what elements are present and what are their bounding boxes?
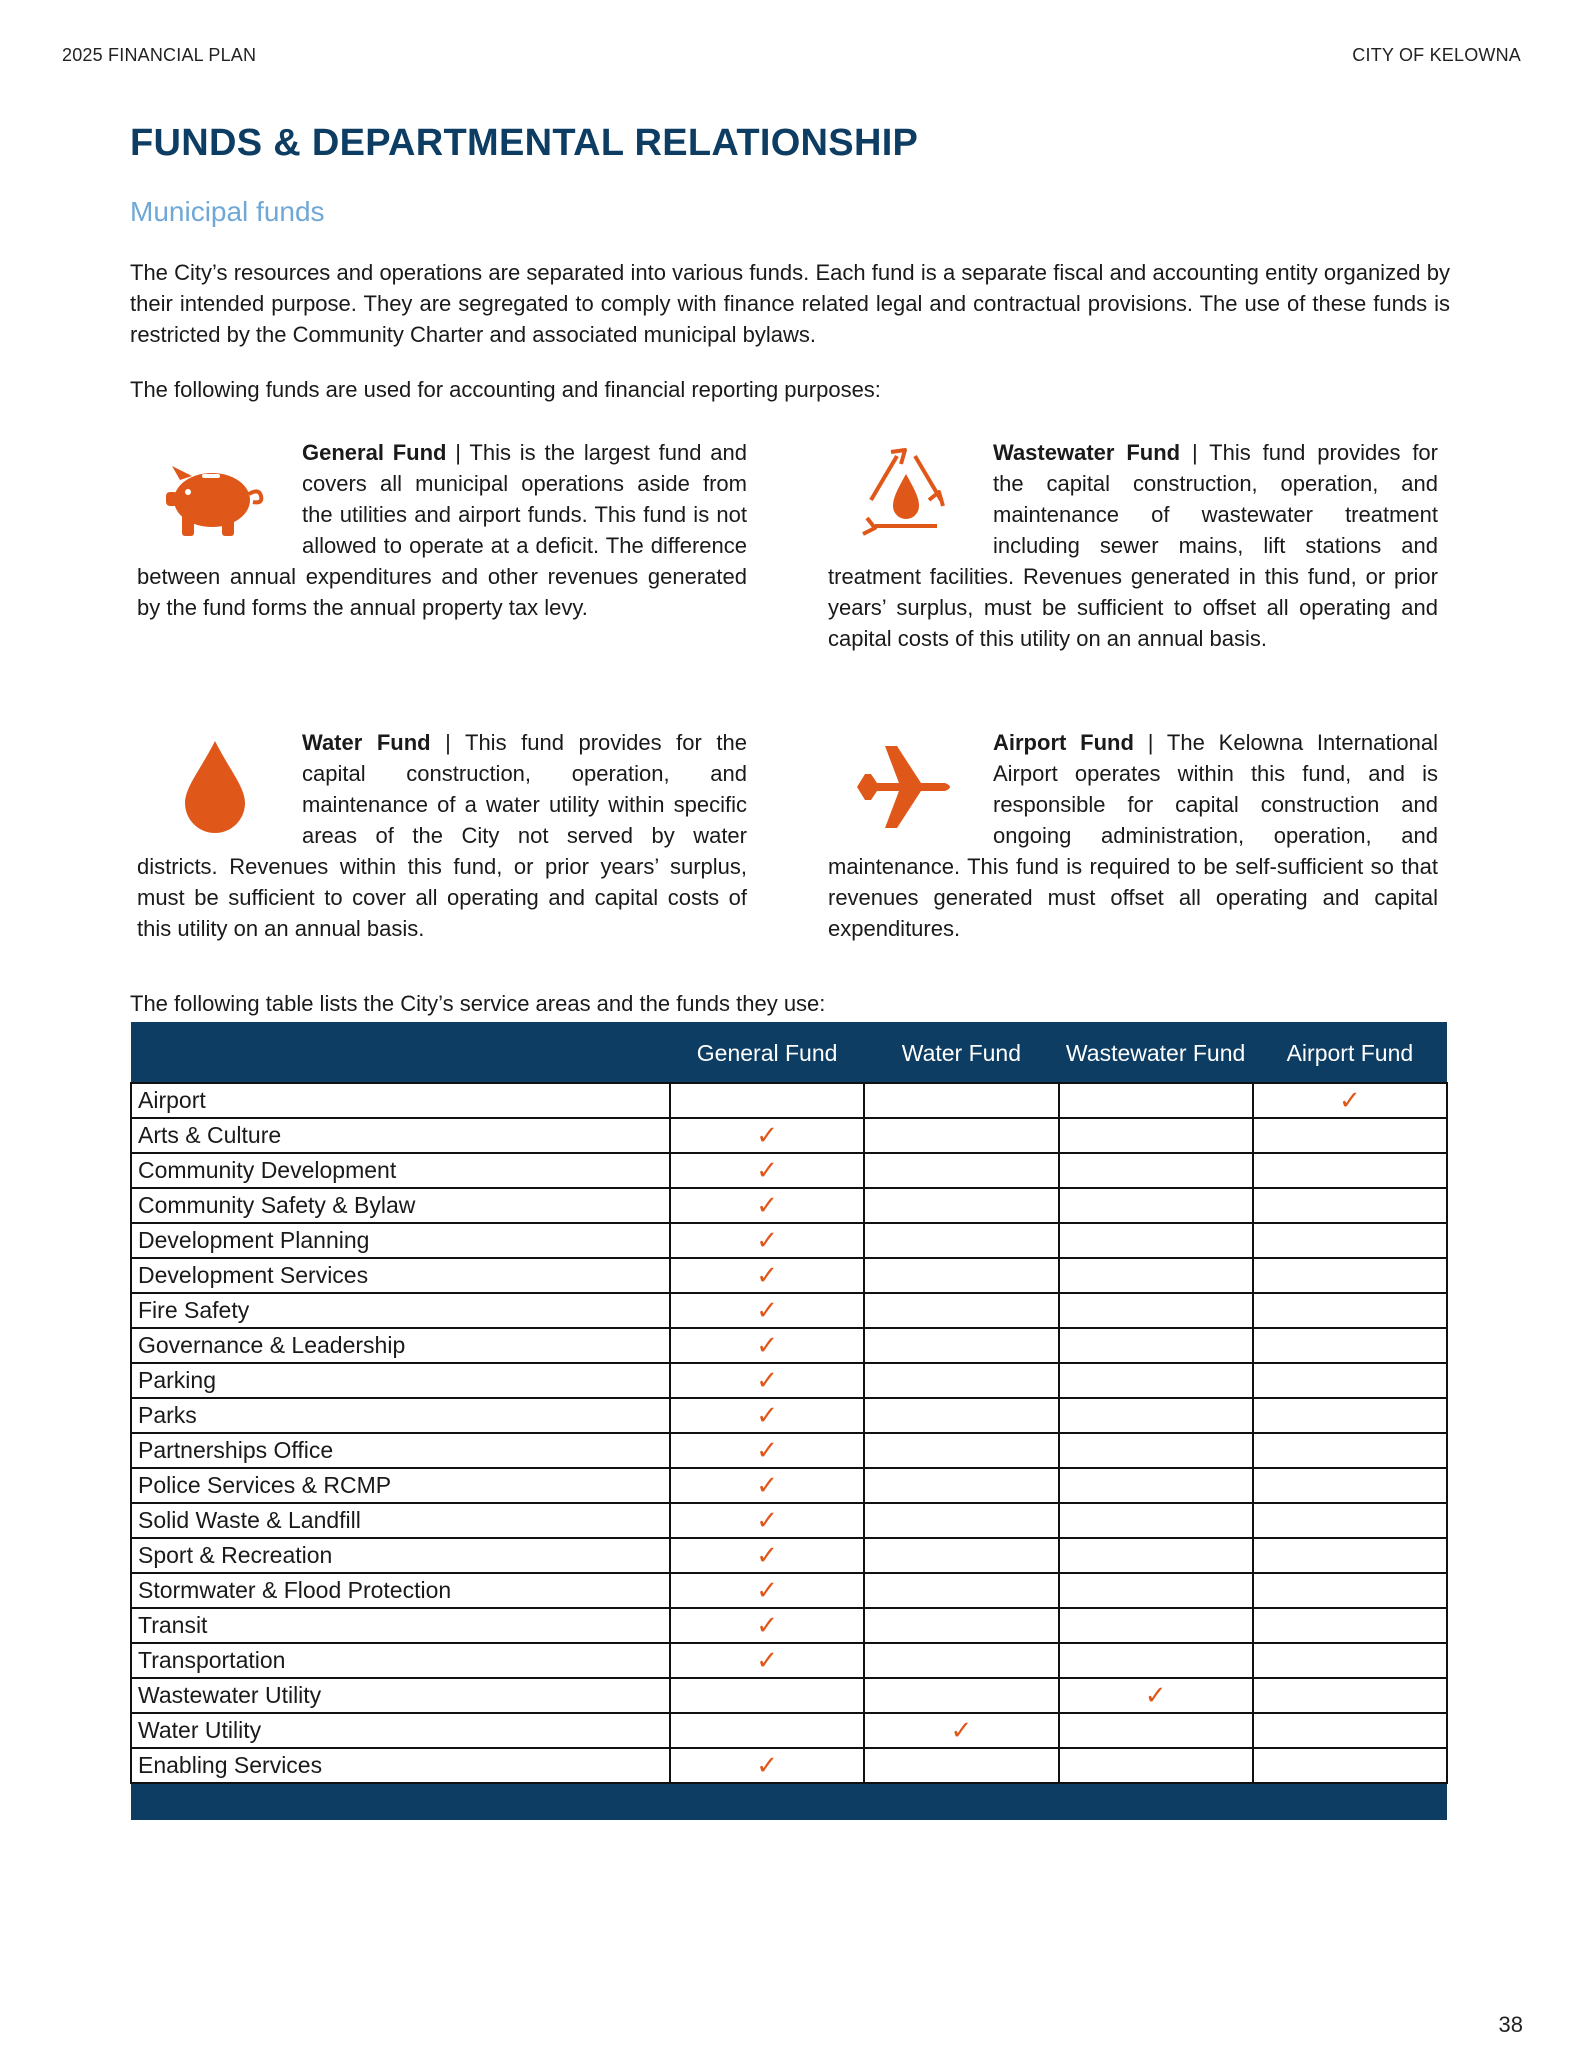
empty-fund-cell (864, 1433, 1058, 1468)
service-area-cell: Fire Safety (131, 1293, 670, 1328)
table-row (131, 1153, 1447, 1188)
service-area-cell: Water Utility (131, 1713, 670, 1748)
empty-fund-cell (864, 1468, 1058, 1503)
check-mark-icon: ✓ (670, 1153, 864, 1188)
empty-fund-cell (1253, 1643, 1447, 1678)
empty-fund-cell (864, 1188, 1058, 1223)
empty-fund-cell (670, 1713, 864, 1748)
empty-fund-cell (1059, 1503, 1253, 1538)
empty-fund-cell (1253, 1363, 1447, 1398)
check-mark-icon: ✓ (670, 1223, 864, 1258)
empty-fund-cell (1059, 1538, 1253, 1573)
check-mark-icon: ✓ (1253, 1083, 1447, 1118)
section-subtitle: Municipal funds (130, 196, 325, 227)
service-area-cell: Community Safety & Bylaw (131, 1188, 670, 1223)
empty-fund-cell (864, 1328, 1058, 1363)
check-mark-icon: ✓ (670, 1188, 864, 1223)
service-area-cell: Partnerships Office (131, 1433, 670, 1468)
table-header-cell: General Fund (670, 1022, 864, 1083)
empty-fund-cell (864, 1573, 1058, 1608)
intro-paragraph: The City’s resources and operations are separated into various funds. Each fund is a separate fiscal and accounting entity organized by their intended purpose. They are segregated to comply with finance related legal and contractual provisions. The use of these funds is restricted by the Community Charter and associated municipal bylaws. (130, 260, 1450, 347)
table-row (131, 1468, 1447, 1503)
empty-fund-cell (1059, 1433, 1253, 1468)
table-row (131, 1328, 1447, 1363)
table-intro-paragraph: The following table lists the City’s service areas and the funds they use: (130, 991, 826, 1016)
empty-fund-cell (864, 1678, 1058, 1713)
check-mark-icon: ✓ (670, 1468, 864, 1503)
empty-fund-cell (1059, 1363, 1253, 1398)
general-fund-name: General Fund (302, 440, 447, 465)
empty-fund-cell (1253, 1398, 1447, 1433)
check-mark-icon: ✓ (670, 1538, 864, 1573)
water-fund-block (137, 727, 747, 944)
table-row (131, 1748, 1447, 1783)
water-fund-name: Water Fund (302, 730, 431, 755)
table-row (131, 1608, 1447, 1643)
empty-fund-cell (1059, 1188, 1253, 1223)
empty-fund-cell (1059, 1223, 1253, 1258)
check-mark-icon: ✓ (670, 1643, 864, 1678)
table-row (131, 1398, 1447, 1433)
check-mark-icon: ✓ (670, 1363, 864, 1398)
service-area-cell: Development Services (131, 1258, 670, 1293)
table-header-cell: Water Fund (864, 1022, 1058, 1083)
table-row (131, 1678, 1447, 1713)
empty-fund-cell (1253, 1433, 1447, 1468)
empty-fund-cell (1059, 1118, 1253, 1153)
table-row (131, 1643, 1447, 1678)
empty-fund-cell (864, 1293, 1058, 1328)
check-mark-icon: ✓ (670, 1293, 864, 1328)
empty-fund-cell (1253, 1748, 1447, 1783)
table-row (131, 1573, 1447, 1608)
service-area-cell: Solid Waste & Landfill (131, 1503, 670, 1538)
table-row (131, 1083, 1447, 1118)
check-mark-icon: ✓ (670, 1258, 864, 1293)
table-row (131, 1538, 1447, 1573)
service-area-cell: Enabling Services (131, 1748, 670, 1783)
page-title: FUNDS & DEPARTMENTAL RELATIONSHIP (130, 122, 919, 164)
empty-fund-cell (1253, 1678, 1447, 1713)
water-fund-text: | This fund provides for the capital construction, operation, and maintenance of a water utility within specific areas of the City not served by water districts. Revenues within this fund, or prior years’ surplus, must be sufficient to cover all operating and capital costs of this utility on an annual basis. (137, 730, 747, 941)
empty-fund-cell (1059, 1293, 1253, 1328)
table-row (131, 1223, 1447, 1258)
empty-fund-cell (1059, 1398, 1253, 1433)
service-area-cell: Parking (131, 1363, 670, 1398)
table-row (131, 1258, 1447, 1293)
service-area-cell: Transportation (131, 1643, 670, 1678)
empty-fund-cell (1253, 1713, 1447, 1748)
table-header (131, 1022, 1447, 1083)
service-area-cell: Police Services & RCMP (131, 1468, 670, 1503)
general-fund-block (137, 437, 747, 623)
empty-fund-cell (1253, 1153, 1447, 1188)
airport-fund-block (828, 727, 1438, 944)
check-mark-icon: ✓ (670, 1503, 864, 1538)
empty-fund-cell (1253, 1468, 1447, 1503)
empty-fund-cell (1059, 1748, 1253, 1783)
piggy-bank-icon (137, 437, 292, 557)
document-header-left: 2025 FINANCIAL PLAN (62, 45, 257, 65)
check-mark-icon: ✓ (864, 1713, 1058, 1748)
empty-fund-cell (1253, 1118, 1447, 1153)
check-mark-icon: ✓ (670, 1118, 864, 1153)
document-header-right: CITY OF KELOWNA (1352, 45, 1521, 65)
empty-fund-cell (1253, 1258, 1447, 1293)
service-area-cell: Community Development (131, 1153, 670, 1188)
empty-fund-cell (1253, 1503, 1447, 1538)
check-mark-icon: ✓ (670, 1433, 864, 1468)
empty-fund-cell (1059, 1083, 1253, 1118)
empty-fund-cell (1059, 1328, 1253, 1363)
check-mark-icon: ✓ (1059, 1678, 1253, 1713)
service-area-cell: Transit (131, 1608, 670, 1643)
empty-fund-cell (864, 1118, 1058, 1153)
service-areas-funds-table (130, 1022, 1448, 1820)
empty-fund-cell (1253, 1223, 1447, 1258)
table-body (131, 1083, 1447, 1783)
page-number: 38 (1498, 2012, 1523, 2037)
empty-fund-cell (1253, 1573, 1447, 1608)
recycle-drop-icon (828, 437, 983, 557)
empty-fund-cell (864, 1643, 1058, 1678)
table-row (131, 1293, 1447, 1328)
service-area-cell: Sport & Recreation (131, 1538, 670, 1573)
empty-fund-cell (864, 1153, 1058, 1188)
check-mark-icon: ✓ (670, 1398, 864, 1433)
empty-fund-cell (1253, 1293, 1447, 1328)
empty-fund-cell (864, 1503, 1058, 1538)
table-row (131, 1503, 1447, 1538)
service-area-cell: Stormwater & Flood Protection (131, 1573, 670, 1608)
empty-fund-cell (1059, 1573, 1253, 1608)
service-area-cell: Governance & Leadership (131, 1328, 670, 1363)
empty-fund-cell (1059, 1468, 1253, 1503)
general-fund-text: | This is the largest fund and covers all municipal operations aside from the utilities and airport funds. This fund is not allowed to operate at a deficit. The difference between annual expenditures and other revenues generated by the fund forms the annual property tax levy. (137, 440, 747, 620)
table-row (131, 1363, 1447, 1398)
empty-fund-cell (1253, 1538, 1447, 1573)
empty-fund-cell (1253, 1608, 1447, 1643)
table-row (131, 1713, 1447, 1748)
service-area-cell: Arts & Culture (131, 1118, 670, 1153)
check-mark-icon: ✓ (670, 1608, 864, 1643)
empty-fund-cell (864, 1538, 1058, 1573)
empty-fund-cell (864, 1258, 1058, 1293)
empty-fund-cell (1059, 1608, 1253, 1643)
table-footer-bar (131, 1783, 1447, 1820)
empty-fund-cell (864, 1083, 1058, 1118)
wastewater-fund-name: Wastewater Fund (993, 440, 1181, 465)
service-area-cell: Parks (131, 1398, 670, 1433)
table-header-cell (131, 1022, 670, 1083)
empty-fund-cell (1059, 1643, 1253, 1678)
table-row (131, 1433, 1447, 1468)
table-row (131, 1118, 1447, 1153)
table-row (131, 1188, 1447, 1223)
empty-fund-cell (1059, 1713, 1253, 1748)
empty-fund-cell (670, 1678, 864, 1713)
empty-fund-cell (1059, 1153, 1253, 1188)
airport-fund-name: Airport Fund (993, 730, 1134, 755)
service-area-cell: Development Planning (131, 1223, 670, 1258)
service-area-cell: Wastewater Utility (131, 1678, 670, 1713)
table-footer-cell (131, 1783, 1447, 1820)
empty-fund-cell (864, 1223, 1058, 1258)
empty-fund-cell (864, 1608, 1058, 1643)
table-header-cell: Airport Fund (1253, 1022, 1447, 1083)
wastewater-fund-block (828, 437, 1438, 654)
check-mark-icon: ✓ (670, 1748, 864, 1783)
empty-fund-cell (1253, 1328, 1447, 1363)
funds-intro-paragraph: The following funds are used for accounting and financial reporting purposes: (130, 377, 881, 402)
empty-fund-cell (864, 1748, 1058, 1783)
check-mark-icon: ✓ (670, 1573, 864, 1608)
water-drop-icon (137, 727, 292, 847)
wastewater-fund-text: | This fund provides for the capital construction, operation, and maintenance of wastewater treatment including sewer mains, lift stations and treatment facilities. Revenues generated in this fund, or prior years’ surplus, must be sufficient to offset all operating and capital costs of this utility on an annual basis. (828, 440, 1438, 651)
check-mark-icon: ✓ (670, 1328, 864, 1363)
airplane-icon (828, 727, 983, 847)
empty-fund-cell (670, 1083, 864, 1118)
empty-fund-cell (1253, 1188, 1447, 1223)
empty-fund-cell (1059, 1258, 1253, 1293)
empty-fund-cell (864, 1363, 1058, 1398)
table-header-cell: Wastewater Fund (1059, 1022, 1253, 1083)
empty-fund-cell (864, 1398, 1058, 1433)
service-area-cell: Airport (131, 1083, 670, 1118)
airport-fund-text: | The Kelowna International Airport operates within this fund, and is responsible for capital construction and ongoing administration, operation, and maintenance. This fund is required to be self-sufficient so that revenues generated must offset all operating and capital expenditures. (828, 730, 1438, 941)
